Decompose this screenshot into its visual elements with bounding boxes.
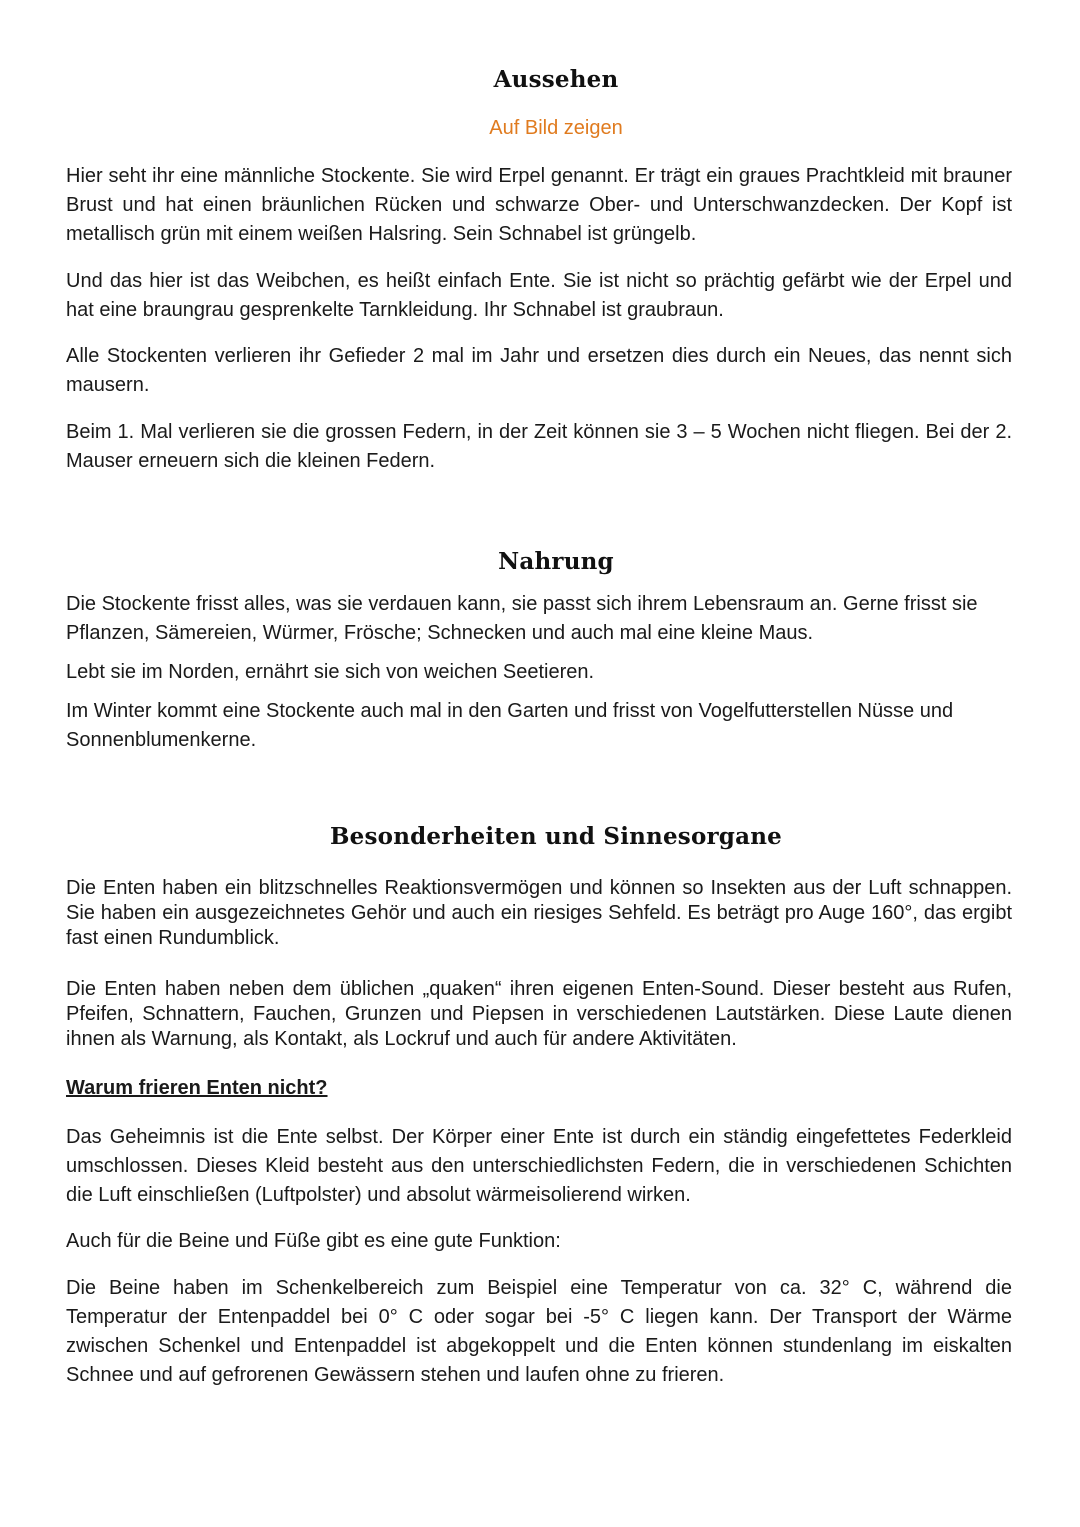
paragraph-winter: Im Winter kommt eine Stockente auch mal in den Garten und frisst von Vogelfutterstellen Nüsse und Sonnenblumenkerne. bbox=[66, 700, 954, 751]
paragraph-enten-sound: Die Enten haben neben dem üblichen „quaken“ ihren eigenen Enten-Sound. Dieser besteht aus Rufen, Pfeifen, Schnattern, Fauchen, Grunzen und Piepsen in verschiedenen Lautstärken. Diese Laute dienen ihnen als Warnung, als Kontakt, als Lockruf und auch für andere Aktivitäten. bbox=[66, 978, 1012, 1050]
paragraph-beine-fuesse: Auch für die Beine und Füße gibt es eine gute Funktion: bbox=[66, 1230, 561, 1252]
paragraph-geheimnis: Das Geheimnis ist die Ente selbst. Der Körper einer Ente ist durch ein ständig eingefettetes Federkleid umschlossen. Dieses Kleid besteht aus den unterschiedlichsten Federn, die in verschiedenen Schichten die Luft einschließen (Luftpolster) und absolut wärmeisolierend wirken. bbox=[66, 1126, 1012, 1206]
paragraph-erpel: Hier seht ihr eine männliche Stockente. Sie wird Erpel genannt. Er trägt ein graues Prachtkleid mit brauner Brust und hat einen bräunlichen Rücken und schwarze Ober- und Unterschwanzdecken. Der Kopf ist metallisch grün mit einem weißen Halsring. Sein Schnabel ist grüngelb. bbox=[66, 165, 1012, 245]
paragraph-reaktion: Die Enten haben ein blitzschnelles Reaktionsvermögen und können so Insekten aus der Luft schnappen. Sie haben ein ausgezeichnetes Gehör und auch ein riesiges Sehfeld. Es beträgt pro Auge 160°, das ergibt fast einen Rundumblick. bbox=[66, 877, 1012, 949]
paragraph-mausern: Alle Stockenten verlieren ihr Gefieder 2 mal im Jahr und ersetzen dies durch ein Neues, das nennt sich mausern. bbox=[66, 345, 1012, 396]
paragraph-weibchen: Und das hier ist das Weibchen, es heißt einfach Ente. Sie ist nicht so prächtig gefärbt wie der Erpel und hat eine braungrau gesprenkelte Tarnkleidung. Ihr Schnabel ist graubraun. bbox=[66, 270, 1012, 321]
paragraph-norden: Lebt sie im Norden, ernährt sie sich von weichen Seetieren. bbox=[66, 661, 595, 683]
paragraph-temperatur: Die Beine haben im Schenkelbereich zum Beispiel eine Temperatur von ca. 32° C, während die Temperatur der Entenpaddel bei 0° C oder sogar bei -5° C liegen kann. Der Transport der Wärme zwischen Schenkel und Entenpaddel ist abgekoppelt und die Enten können stundenlang im eiskalten Schnee und auf gefrorenen Gewässern stehen und laufen ohne zu frieren. bbox=[66, 1277, 1012, 1386]
heading-besonderheiten: Besonderheiten und Sinnesorgane bbox=[330, 823, 782, 850]
show-on-image-hint: Auf Bild zeigen bbox=[489, 117, 623, 139]
paragraph-frisst-alles: Die Stockente frisst alles, was sie verdauen kann, sie passt sich ihrem Lebensraum an. Gerne frisst sie Pflanzen, Sämereien, Würmer, Frösche; Schnecken und auch mal eine kleine Maus. bbox=[66, 593, 978, 644]
heading-aussehen: Aussehen bbox=[493, 66, 619, 93]
heading-nahrung: Nahrung bbox=[498, 548, 614, 575]
subheading-warum-frieren: Warum frieren Enten nicht? bbox=[66, 1077, 328, 1099]
paragraph-federn: Beim 1. Mal verlieren sie die grossen Federn, in der Zeit können sie 3 – 5 Wochen nicht fliegen. Bei der 2. Mauser erneuern sich die kleinen Federn. bbox=[66, 421, 1012, 472]
